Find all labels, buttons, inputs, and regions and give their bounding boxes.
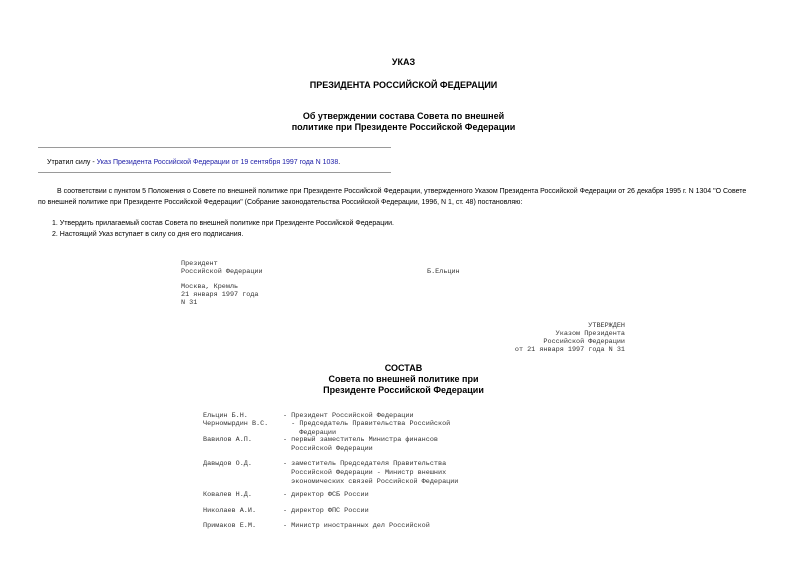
decree-item-1: 1. Утвердить прилагаемый состав Совета по внешней политике при Президенте Российской Федерации. [52,220,394,227]
decree-subtitle-line1: Об утверждении состава Совета по внешней [302,111,505,121]
repeal-prefix: Утратил силу - [47,159,97,166]
member-position: - заместитель Председателя Правительства Российской Федерации - Министр внешних экономических связей Российской Федерации [283,460,459,486]
member-position: - первый заместитель Министра финансов Российской Федерации [283,436,438,453]
approval-label: УТВЕРЖДЕН [588,322,625,330]
signature-signer: Б.Ельцин [427,268,460,276]
repeal-link[interactable]: Указ Президента Российской Федерации от 19 сентября 1997 года N 1038 [96,159,339,166]
signature-title: Президент [181,260,218,268]
preamble-line2: по внешней политике при Президенте Российской Федерации" (Собрание законодательства Российской Федерации, 1996, N 1, ст. 48) постановляю: [38,199,523,206]
decree-subtitle-line2: политике при Президенте Российской Федерации [291,122,516,132]
decree-item-2: 2. Настоящий Указ вступает в силу со дня его подписания. [52,231,244,238]
member-name: Вавилов А.П. [203,436,252,444]
composition-title: СОСТАВ [384,363,423,373]
decree-issuer: ПРЕЗИДЕНТА РОССИЙСКОЙ ФЕДЕРАЦИИ [309,80,498,90]
member-name: Николаев А.И. [203,507,257,515]
signature-place: Москва, Кремль [181,283,239,291]
member-position: - Президент Российской Федерации [283,412,414,420]
divider-top [38,147,391,148]
member-name: Давыдов О.Д. [203,460,252,468]
approval-line3: Российской Федерации [543,338,625,346]
member-name: Ковалев Н.Д. [203,491,252,499]
signature-title-2: Российской Федерации [181,268,263,276]
member-position: - Министр иностранных дел Российской [283,522,430,530]
member-position: - Председатель Правительства Российской Федерации [291,420,451,437]
approval-line2: Указом Президента [555,330,625,338]
decree-title: УКАЗ [391,57,416,67]
member-name: Черномырдин В.С. [203,420,269,428]
composition-subtitle-line1: Совета по внешней политике при [328,374,479,384]
repeal-notice [47,157,340,168]
signature-number: N 31 [181,299,198,307]
approval-line4: от 21 января 1997 года N 31 [514,346,625,354]
signature-date: 21 января 1997 года [181,291,259,299]
member-position: - директор ФСБ России [283,491,369,499]
divider-bottom [38,172,391,173]
repeal-suffix: . [338,159,341,166]
member-name: Примаков Е.М. [203,522,257,530]
composition-subtitle-line2: Президенте Российской Федерации [323,385,484,395]
member-position: - директор ФПС России [283,507,369,515]
preamble-line1: В соответствии с пунктом 5 Положения о Совете по внешней политике при Президенте Российской Федерации, утвержденного Указом Президента Российской Федерации от 26 декабря 1995 г. N 1304 "О Совете [57,188,747,195]
member-name: Ельцин Б.Н. [203,412,248,420]
